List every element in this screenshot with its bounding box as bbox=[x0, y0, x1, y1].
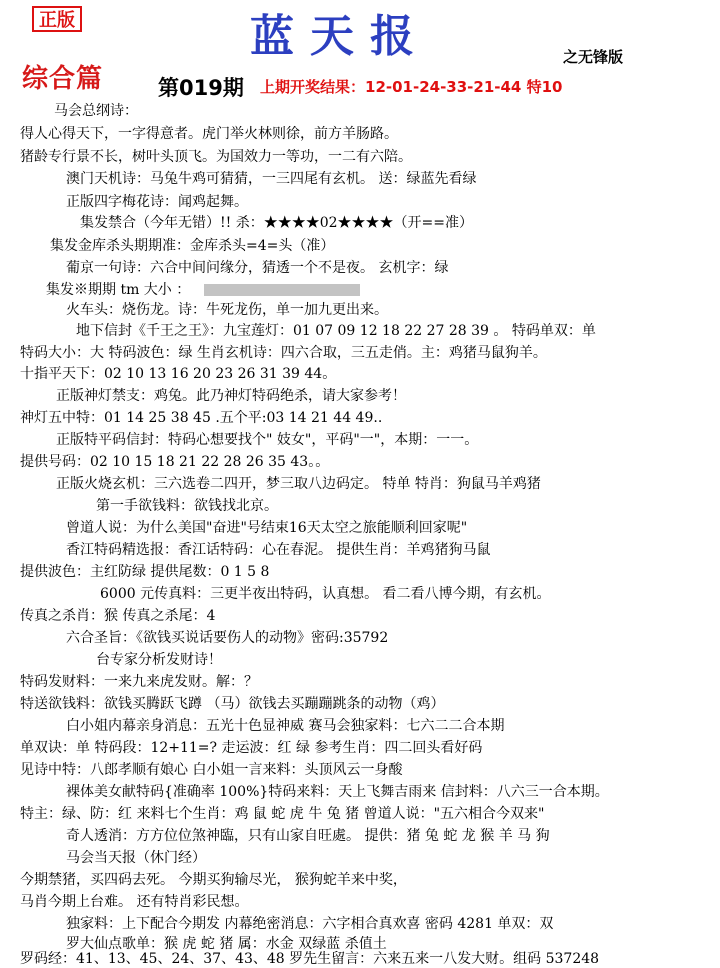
text-line: 白小姐内幕亲身消息：五光十色显神威 赛马会独家料：七六二二合本期 bbox=[66, 718, 505, 734]
text-line: 奇人透消：方方位位煞神臨，只有山家自旺處。 提供：猪 兔 蛇 龙 猴 羊 马 狗 bbox=[66, 828, 550, 844]
text-line: 特主：绿、防：红 来料七个生肖：鸡 鼠 蛇 虎 牛 兔 猪 曾道人说："五六相合今双来" bbox=[20, 806, 545, 822]
text-line: 单双诀：单 特码段：12+11=? 走运波：红 绿 参考生肖：四二回头看好码 bbox=[20, 740, 483, 756]
text-line: 特码发财料：一来九来虎发财。解：？ bbox=[20, 674, 258, 690]
text-line: 今期禁猪，买四码去死。 今期买狗输尽光， 猴狗蛇羊来中奖， bbox=[20, 872, 407, 888]
text-line: 香江特码精选报：香江话特码：心在春泥。 提供生肖：羊鸡猪狗马鼠 bbox=[66, 542, 491, 558]
text-line: 马会当天报（休门经） bbox=[66, 850, 206, 866]
text-line: 罗大仙点歌单：猴 虎 蛇 猪 属：水金 双绿蓝 杀值土 bbox=[66, 936, 387, 952]
text-line: 特码大小：大 特码波色：绿 生肖玄机诗：四六合取，三五走俏。主：鸡猪马鼠狗羊。 bbox=[20, 345, 547, 361]
text-line: 六合圣旨：《欲钱买说话要伤人的动物》密码:35792 bbox=[66, 630, 389, 646]
section-title: 综合篇 bbox=[22, 64, 104, 94]
text-line: 十指平天下：02 10 13 16 20 23 26 31 39 44。 bbox=[20, 366, 337, 382]
text-line: 见诗中特：八郎孝顺有娘心 白小姐一言来料：头顶风云一身酸 bbox=[20, 762, 403, 778]
text-line: 葡京一句诗：六合中间问缘分，猜透一个不是夜。 玄机字：绿 bbox=[66, 260, 449, 276]
edition-label: 之无锋版 bbox=[563, 48, 624, 66]
ink-smudge bbox=[204, 284, 360, 296]
text-line: 集发金库杀头期期准：金库杀头=4=头（准） bbox=[50, 238, 335, 254]
text-line: 特送欲钱料：欲钱买腾跃飞蹲 （马）欲钱去买蹦蹦跳条的动物（鸡） bbox=[20, 696, 445, 712]
text-line: 独家料：上下配合今期发 内幕绝密消息：六字相合真欢喜 密码 4281 单双：双 bbox=[66, 916, 554, 932]
text-line: 正版火烧玄机：三六选卷二四开，梦三取八边码定。 特单 特肖：狗鼠马羊鸡猪 bbox=[56, 476, 541, 492]
text-line: 曾道人说：为什么美国"奋进"号结束16天太空之旅能顺利回家呢" bbox=[66, 520, 468, 536]
text-line: 集发禁合（今年无错）!! 杀：★★★★02★★★★（开==准） bbox=[80, 215, 473, 231]
text-line: 马会总纲诗： bbox=[54, 103, 138, 119]
text-line: 传真之杀肖：猴 传真之杀尾：4 bbox=[20, 608, 216, 624]
issue-number: 第019期 bbox=[158, 76, 244, 100]
text-line: 第一手欲钱料：欲钱找北京。 bbox=[96, 498, 278, 514]
text-line: 地下信封《千王之王》：九宝莲灯：01 07 09 12 18 22 27 28 39 。 特码单双：单 bbox=[76, 323, 596, 339]
text-line: 得人心得天下，一字得意者。虎门举火林则徐，前方羊肠路。 bbox=[20, 126, 398, 142]
previous-result: 上期开奖结果：12-01-24-33-21-44 特10 bbox=[260, 78, 563, 96]
text-line: 集发※期期 tm 大小 ： bbox=[46, 282, 191, 298]
text-line: 神灯五中特：01 14 25 38 45 .五个平:03 14 21 44 49.. bbox=[20, 410, 383, 426]
text-line: 正版神灯禁支：鸡兔。此乃神灯特码绝杀，请大家参考！ bbox=[56, 388, 406, 404]
text-line: 澳门天机诗：马兔牛鸡可猜猜，一三四尾有玄机。 送：绿蓝先看绿 bbox=[66, 171, 477, 187]
text-line: 正版四字梅花诗：闻鸡起舞。 bbox=[66, 194, 248, 210]
text-line: 猪龄专行景不长，树叶头顶飞。为国效力一等功，一二有六陪。 bbox=[20, 149, 412, 165]
text-line: 提供波色：主红防绿 提供尾数：0 1 5 8 bbox=[20, 564, 270, 580]
text-line: 罗码经：41、13、45、24、37、43、48 罗先生留言：六来五来一八发大财。组码 537248 bbox=[20, 951, 600, 967]
masthead-title: 蓝天报 bbox=[250, 11, 430, 62]
text-line: 马肖今期上台难。 还有特肖彩民想。 bbox=[20, 894, 249, 910]
text-line: 台专家分析发财诗！ bbox=[96, 652, 222, 668]
genuine-badge: 正版 bbox=[32, 6, 82, 32]
text-line: 裸体美女献特码{准确率 100%}特码来料：天上飞舞吉雨来 信封料：八六三一合本期。 bbox=[66, 784, 609, 800]
text-line: 提供号码：02 10 15 18 21 22 28 26 35 43。。 bbox=[20, 454, 330, 470]
text-line: 6000 元传真料：三更半夜出特码，认真想。 看二看八博今期，有玄机。 bbox=[100, 586, 551, 602]
text-line: 火车头：烧伤龙。诗：牛死龙伤，单一加九更出来。 bbox=[66, 302, 388, 318]
text-line: 正版特平码信封：特码心想要找个" 妓女"，平码"一"，本期：一一。 bbox=[56, 432, 479, 448]
